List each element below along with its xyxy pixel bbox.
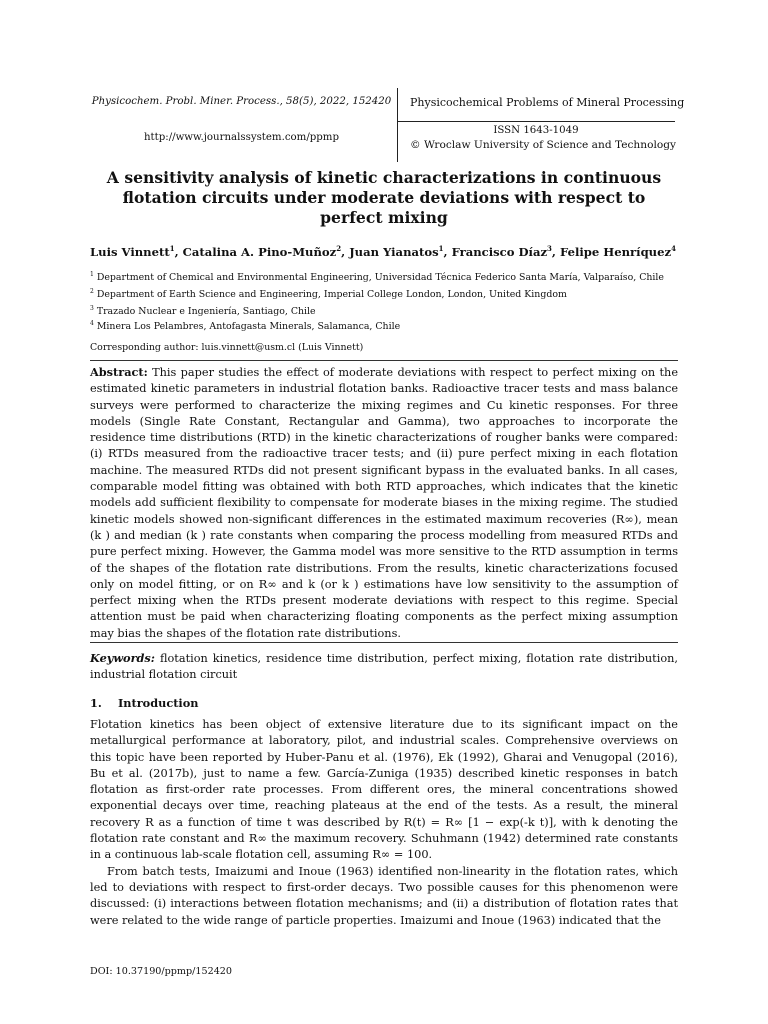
keywords-text: flotation kinetics, residence time distribution, perfect mixing, flotation rate distribution, industrial flotation circuit [90,652,679,682]
affiliation-number: 2 [90,288,94,295]
journal-name: Physicochemical Problems of Mineral Processing [410,96,685,109]
paragraph: From batch tests, Imaizumi and Inoue (1963) identified non-linearity in the flotation rates, which led to deviations with respect to first-order decays. Two possible causes for this phenomenon were discussed: (i) interactions between flotation mechanisms; and (ii) a distribution of flotation rates that were related to the wide range of particle properties. Imaizumi and Inoue (1963) indicated that the [90,864,678,927]
affiliation-number: 3 [90,305,94,312]
header-divider-horizontal [397,121,675,122]
affiliation-text: Department of Chemical and Environmental Engineering, Universidad Técnica Federico Santa María, Valparaíso, Chile [96,272,664,284]
doi[interactable]: DOI: 10.37190/ppmp/152420 [90,966,233,977]
affiliation [90,305,316,317]
affiliation-text: Trazado Nuclear e Ingeniería, Santiago, Chile [96,306,316,318]
keywords [90,650,678,684]
abstract [90,364,678,642]
journal-url[interactable]: http://www.journalssystem.com/ppmp [144,132,339,143]
abstract-text: This paper studies the effect of moderate deviations with respect to perfect mixing on the estimated kinetic parameters in industrial flotation banks. Radioactive tracer tests and mass balance surveys were performed to characterize the mixing regimes and Cu kinetic responses. For three models (Single Rate Constant, Rectangular and Gamma), two approaches to incorporate the residence time distributions (RTD) in the kinetic characterizations of rougher banks were compared: (i) RTDs measured from the radioactive tracer tests; and (ii) pure perfect mixing in each flotation machine. The measured RTDs did not present significant bypass in the evaluated banks. In all cases, comparable model fitting was obtained with both RTD approaches, which indicates that the kinetic models add sufficient flexibility to compensate for moderate biases in the mixing regime. The studied kinetic models showed non-significant differences in the estimated maximum recoveries (R∞), mean (k ) and median (k ) rate constants when comparing the process modelling from measured RTDs and pure perfect mixing. However, the Gamma model was more sensitive to the RTD assumption in terms of the shapes of the flotation rate distributions. From the results, kinetic characterizations focused only on model fitting, or on R∞ and k (or k ) estimations have low sensitivity to the assumption of perfect mixing when the RTDs present moderate deviations with respect to this regime. Special attention must be paid when characterizing floating components as the perfect mixing assumption may bias the shapes of the flotation rate distributions. [90,366,679,640]
affiliation-text: Department of Earth Science and Engineering, Imperial College London, London, United Kingdom [96,289,567,301]
author-name: Felipe Henríquez [560,244,672,259]
affiliation-number: 4 [90,320,94,327]
issn: ISSN 1643-1049 [493,125,579,136]
header-left [90,88,393,168]
author-affiliation-mark: 4 [671,244,676,253]
abstract-bottom-rule [90,642,678,643]
author-name: Juan Yianatos [349,244,439,259]
section-number: 1. [90,696,102,710]
paper-title: A sensitivity analysis of kinetic characterizations in continuous flotation circuits under moderate deviations with respect to perfect mixing [106,168,662,227]
introduction-body [90,717,678,929]
author-affiliation-mark: 2 [336,244,342,253]
author-list: Luis Vinnett$^1$, Catalina A. Pino-Muñoz$^2$, Juan Yianatos$^1$, Francisco Díaz$^3$, Felipe Henríquez$^4$ [90,244,676,259]
affiliation [90,271,664,283]
section-heading [90,696,198,710]
abstract-top-rule [90,360,678,361]
section-title: Introduction [118,696,199,710]
author-affiliation-mark: 3 [547,244,552,253]
author-name: Francisco Díaz [451,244,548,259]
copyright: © Wroclaw University of Science and Technology [410,139,676,151]
affiliation [90,288,567,300]
corresponding-author: Corresponding author: luis.vinnett@usm.cl (Luis Vinnett) [90,342,364,353]
affiliation [90,320,400,332]
paragraph: Flotation kinetics has been object of extensive literature due to its significant impact on the metallurgical performance at laboratory, pilot, and industrial scales. Comprehensive overviews on this topic have been reported by Huber-Panu et al. (1976), Ek (1992), Gharai and Venugopal (2016), Bu et al. (2017b), just to name a few. García-Zuniga (1935) described kinetic responses in batch flotation as first-order rate processes. From different ores, the mineral concentrations showed exponential decays over time, reaching plateaus at the end of the tests. As a result, the mineral recovery R as a function of time t was described by R(t) = R∞ [1 − exp(-k t)], with k denoting the flotation rate constant and R∞ the maximum recovery. Schuhmann (1942) determined rate constants in a continuous lab-scale flotation cell, assuming R∞ = 100. [90,718,678,862]
author-affiliation-mark: 1 [169,244,175,253]
affiliation-text: Minera Los Pelambres, Antofagasta Minerals, Salamanca, Chile [96,321,401,333]
author-name: Luis Vinnett [90,244,170,259]
keywords-label: Keywords: [90,651,155,665]
journal-citation: Physicochem. Probl. Miner. Process., 58(5), 2022, 152420 [91,96,392,107]
author-name: Catalina A. Pino-Muñoz [182,244,337,259]
author-affiliation-mark: 1 [438,244,444,253]
abstract-label: Abstract: [90,365,148,379]
affiliation-number: 1 [90,271,94,278]
